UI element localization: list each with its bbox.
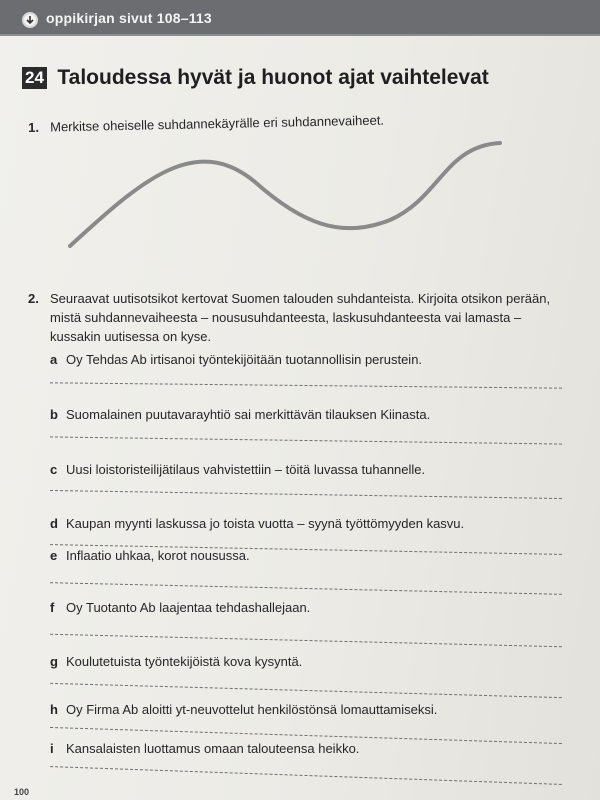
question-2 [28,289,573,346]
chapter-title: Taloudessa hyvät ja huonot ajat vaihtelevat [57,66,489,89]
question-2-text: Seuraavat uutisotsikot kertovat Suomen talouden suhdanteista. Kirjoita otsikon perään, mistä suhdannevaiheesta – noususuhdanteesta, laskusuhdanteesta vai lamasta – kussakin uutisessa on kyse. [50,291,551,344]
item-text: Uusi loistoristeilijätilaus vahvistettiin – töitä luvassa tuhannelle. [66,462,426,477]
item-letter: e [50,548,58,563]
headline-item-f [50,600,310,615]
headline-item-i [50,741,359,756]
question-1-text: Merkitse oheiselle suhdannekäyrälle eri suhdannevaiheet. [49,112,385,135]
item-text: Oy Tuotanto Ab laajentaa tehdashallejaan. [66,600,311,615]
item-text: Koulutetuista työntekijöistä kova kysyntä. [66,654,303,669]
headline-item-c [50,462,425,477]
item-letter: f [50,600,55,615]
headline-item-h [50,702,437,717]
item-letter: d [50,516,58,531]
item-text: Inflaatio uhkaa, korot nousussa. [66,548,250,563]
item-text: Kansalaisten luottamus omaan talouteensa heikko. [66,741,360,756]
item-text: Suomalainen puutavarayhtiö sai merkittävän tilauksen Kiinasta. [66,407,431,422]
question-1-number: 1. [28,119,40,135]
page-number: 100 [14,787,30,797]
item-text: Kaupan myynti laskussa jo toista vuotta – syynä työttömyyden kasvu. [66,516,465,531]
item-letter: h [50,702,58,717]
item-text: Oy Tehdas Ab irtisanoi työntekijöitään tuotannollisin perustein. [66,352,423,367]
headline-item-a [50,352,422,367]
question-2-number: 2. [28,291,39,306]
chapter-number: 24 [22,67,47,89]
item-letter: a [50,352,58,367]
headline-item-b [50,407,430,422]
item-letter: b [50,407,58,422]
item-letter: g [50,654,58,669]
textbook-pages-reference: oppikirjan sivut 108–113 [46,10,212,26]
item-letter: i [50,741,54,756]
headline-item-g [50,654,302,669]
headline-item-e [50,548,250,563]
item-text: Oy Firma Ab aloitti yt-neuvottelut henkilöstönsä lomauttamiseksi. [66,702,438,717]
headline-item-d [50,516,464,531]
item-letter: c [50,462,58,477]
